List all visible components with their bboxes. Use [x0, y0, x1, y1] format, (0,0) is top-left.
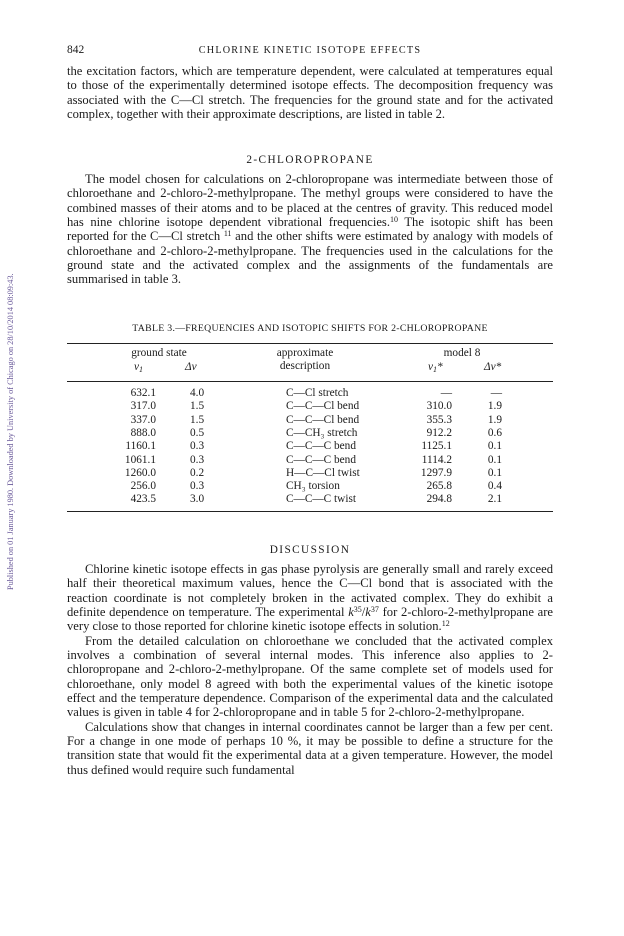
text: ν	[428, 361, 434, 373]
paragraph-excitation: the excitation factors, which are temperature dependent, were calculated at temperatures equal to those of the experimentally determined isotope effects. The decomposition frequency was associated with the C—Cl stretch. The frequencies for the ground state and for the activated complex, together with their approximate descriptions, are listed in table 2.	[67, 64, 553, 122]
cell-nu1-star: —	[440, 387, 452, 399]
superscript-35: 35	[353, 605, 362, 615]
cell-delta-nu: 0.3	[190, 440, 205, 453]
cell-nu1-star: 355.3	[426, 413, 452, 426]
running-header	[67, 44, 553, 60]
cell-description: C—C—Cl bend	[286, 400, 360, 413]
cell-nu1-star: 265.8	[426, 480, 452, 493]
text: The model chosen for calculations on 2-chloropropane was intermediate between those of chloroethane and 2-chloro-2-methylpropane. The methyl groups were considered to have the combined masses of their atoms and to be placed at the centres of gravity. This reduced model has nine chlorine isotope dependent vibrational frequencies.	[67, 172, 553, 230]
table-caption: TABLE 3.—FREQUENCIES AND ISOTOPIC SHIFTS FOR 2-CHLOROPROPANE	[132, 323, 488, 334]
symbol-k: k	[365, 605, 371, 620]
cell-delta-nu: 1.5	[190, 400, 205, 413]
table-caption-block	[67, 323, 553, 334]
superscript-37: 37	[370, 605, 379, 615]
col-group-ground-state: ground state	[131, 347, 187, 359]
cell-nu1: 888.0	[130, 426, 156, 439]
text: and the other shifts were estimated by analogy with models of chloroethane and 2-chloro-2-methylpropane. The frequencies used in the calculations for the ground state and the activated complex and the assignments of the fundamentals are summarised in table 3.	[67, 229, 553, 287]
table-top-rule	[67, 343, 553, 344]
section-heading-chloropropane: 2-CHLOROPROPANE	[246, 154, 374, 166]
cell-description: C—C—C bend	[286, 440, 356, 453]
publication-sidebar	[4, 120, 18, 590]
cell-delta-nu: 0.5	[190, 426, 205, 439]
cell-delta-nu-star: 0.1	[487, 453, 502, 466]
cell-nu1-star: 1297.9	[420, 466, 452, 479]
paragraph-internal-coordinates: Calculations show that changes in internal coordinates cannot be larger than a few per cent. For a change in one mode of perhaps 10 %, it may be possible to define a structure for the transition state that would fit the experimental data at a given temperature. However, the model thus defined would require such fundamental	[67, 719, 553, 777]
cell-description: H—C—Cl twist	[286, 466, 360, 479]
cell-delta-nu: 0.2	[190, 466, 205, 479]
col-group-description-2: description	[279, 360, 331, 372]
text: Chlorine kinetic isotope effects in gas phase pyrolysis are generally small and rarely exceed half their theoretical maximum values, hence the C—Cl bond that is associated with the reaction coordinate is not completely broken in the activated complex. They do exhibit a definite dependence on temperature. The experimental	[67, 562, 553, 620]
table-bottom-rule	[67, 511, 553, 512]
col-header-nu1-star	[428, 361, 443, 373]
cell-description: C—C—C bend	[286, 453, 356, 466]
cell-nu1-star: 310.0	[426, 400, 452, 413]
chloropropane-section	[67, 154, 553, 287]
cell-description: CH₃ torsion	[286, 480, 340, 493]
cell-nu1: 256.0	[130, 480, 156, 493]
cell-nu1: 1160.1	[125, 440, 156, 453]
text: ν	[134, 361, 140, 373]
download-notice: Published on 01 January 1980. Downloaded by University of Chicago on 28/10/2014 08:09:43.	[6, 273, 15, 590]
paragraph-discussion	[67, 562, 553, 634]
cell-description: C—Cl stretch	[286, 387, 349, 399]
intro-block	[67, 64, 553, 121]
cell-nu1: 632.1	[130, 387, 156, 399]
reference: 12	[441, 619, 450, 629]
page-number: 842	[67, 44, 85, 56]
cell-description: C—CH₃ stretch	[286, 426, 358, 439]
cell-nu1-star: 294.8	[426, 493, 452, 506]
col-group-description-1: approximate	[276, 347, 334, 359]
subscript: 1	[139, 365, 144, 374]
cell-delta-nu-star: 0.4	[487, 480, 502, 493]
reference: 10	[390, 215, 398, 225]
cell-nu1-star: 1125.1	[421, 440, 452, 453]
cell-nu1-star: 912.2	[426, 426, 452, 439]
subscript: 1	[433, 365, 438, 374]
text: for 2-chloro-2-methylpropane are very close to those reported for chlorine kinetic isotope effects in solution.	[67, 605, 553, 634]
cell-nu1: 423.5	[130, 493, 156, 506]
col-header-delta-nu: Δν	[185, 361, 197, 373]
col-header-delta-nu-star: Δν*	[484, 361, 502, 373]
cell-delta-nu-star: 2.1	[487, 493, 502, 506]
cell-delta-nu: 4.0	[190, 387, 205, 399]
cell-description: C—C—C twist	[286, 493, 356, 506]
cell-delta-nu-star: 0.6	[487, 426, 502, 439]
cell-delta-nu: 0.3	[190, 453, 205, 466]
table-header-rule	[67, 381, 553, 382]
running-title: CHLORINE KINETIC ISOTOPE EFFECTS	[198, 45, 422, 56]
cell-description: C—C—Cl bend	[286, 413, 360, 426]
text: /	[361, 605, 366, 620]
paragraph-model	[67, 172, 553, 287]
symbol-k: k	[348, 605, 354, 620]
cell-delta-nu-star: 0.1	[487, 440, 502, 453]
cell-nu1-star: 1114.2	[421, 453, 452, 466]
col-group-model-8: model 8	[443, 347, 481, 359]
cell-nu1: 317.0	[130, 400, 156, 413]
paragraph-activated-complex: From the detailed calculation on chloroethane we concluded that the activated complex involves a combination of several internal modes. This inference also applies to 2-chloropropane and 2-chloro-2-methylpropane. Of the same complete set of models used for chloroethane, only model 8 agreed with both the experimental values of the kinetic isotope effect and the temperature dependence. Comparison of the experimental data and the calculated values is given in table 4 for 2-chloropropane and in table 5 for 2-chloro-2-methylpropane.	[67, 633, 553, 720]
reference: 11	[223, 229, 232, 239]
text: *	[437, 361, 443, 373]
cell-delta-nu-star: 0.1	[487, 466, 502, 479]
col-header-nu1	[134, 361, 143, 373]
text: The isotopic shift has been reported for the C—Cl stretch	[67, 215, 553, 244]
cell-delta-nu: 1.5	[190, 413, 205, 426]
cell-nu1: 1061.1	[124, 453, 156, 466]
cell-delta-nu-star: —	[490, 387, 502, 399]
section-heading-discussion: DISCUSSION	[269, 544, 351, 556]
cell-delta-nu-star: 1.9	[487, 400, 502, 413]
discussion-section	[67, 544, 553, 777]
cell-nu1: 1260.0	[124, 466, 156, 479]
cell-delta-nu: 0.3	[190, 480, 205, 493]
cell-delta-nu: 3.0	[190, 493, 205, 506]
cell-delta-nu-star: 1.9	[487, 413, 502, 426]
cell-nu1: 337.0	[130, 413, 156, 426]
